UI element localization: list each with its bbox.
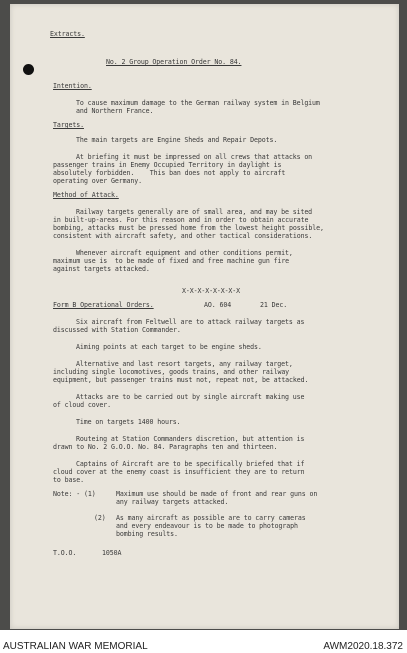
alternative-line-1: Alternative and last resort targets, any railway target,	[76, 360, 293, 368]
document-page	[10, 4, 399, 629]
method-line-2: in built-up-areas. For this reason and in order to obtain accurate	[53, 216, 309, 224]
method-line-3: bombing, attacks must be pressed home from the lowest height possible,	[53, 224, 324, 232]
footer-institution: AUSTRALIAN WAR MEMORIAL	[3, 641, 148, 652]
aircraft-line-2: discussed with Station Commander.	[53, 326, 181, 334]
briefing-line-2: passenger trains in Enemy Occupied Territory in daylight is	[53, 161, 282, 169]
time-line: Time on targets 1400 hours.	[76, 418, 181, 426]
alternative-line-3: equipment, but passenger trains must not, repeat not, be attacked.	[53, 376, 309, 384]
note2-line-2: and every endeavour is to be made to photograph	[116, 522, 298, 530]
intention-line-2: and Northern France.	[76, 107, 154, 115]
attacks-line-2: of cloud cover.	[53, 401, 112, 409]
archive-footer	[0, 630, 407, 653]
footer-accession-number: AWM2020.18.372	[323, 641, 403, 652]
aiming-line: Aiming points at each target to be engine sheds.	[76, 343, 262, 351]
intention-heading: Intention.	[53, 82, 92, 90]
briefing-line-1: At briefing it must be impressed on all crews that attacks on	[76, 153, 313, 161]
form-b-heading: Form B Operational Orders.	[53, 301, 154, 309]
guns-line-1: Whenever aircraft equipment and other conditions permit,	[76, 249, 293, 257]
captains-line-1: Captains of Aircraft are to be specifically briefed that if	[76, 460, 305, 468]
attacks-line-1: Attacks are to be carried out by single aircraft making use	[76, 393, 305, 401]
method-line-1: Railway targets generally are of small area, and may be sited	[76, 208, 313, 216]
note1-line-2: any railway targets attacked.	[116, 498, 229, 506]
note-label: Note: - (1)	[53, 490, 96, 498]
note2-line-1: As many aircraft as possible are to carry cameras	[116, 514, 306, 522]
captains-line-3: to base.	[53, 476, 84, 484]
briefing-line-3: absolutely forbidden. This ban does not apply to aircraft	[53, 169, 286, 177]
targets-line: The main targets are Engine Sheds and Repair Depots.	[76, 136, 278, 144]
captains-line-2: cloud cover at the enemy coast is insufficient they are to return	[53, 468, 305, 476]
targets-heading: Targets.	[53, 121, 84, 129]
briefing-line-4: operating over Germany.	[53, 177, 143, 185]
note2-line-3: bombing results.	[116, 530, 178, 538]
form-b-ref: AO. 604	[204, 301, 232, 309]
too-value: 1050A	[102, 549, 122, 557]
header-extracts: Extracts.	[50, 30, 85, 38]
guns-line-3: against targets attacked.	[53, 265, 150, 273]
order-title: No. 2 Group Operation Order No. 84.	[106, 58, 242, 66]
method-heading: Method of Attack.	[53, 191, 119, 199]
too-label: T.O.O.	[53, 549, 77, 557]
note1-line-1: Maximum use should be made of front and rear guns on	[116, 490, 318, 498]
method-line-4: consistent with aircraft safety, and other tactical considerations.	[53, 232, 313, 240]
section-separator: X-X-X-X-X-X-X-X	[182, 287, 241, 295]
routeing-line-2: drawn to No. 2 G.O.O. No. 84. Paragraphs ten and thirteen.	[53, 443, 278, 451]
guns-line-2: maximum use is to be made of fixed and free machine gun fire	[53, 257, 290, 265]
aircraft-line-1: Six aircraft from Feltwell are to attack railway targets as	[76, 318, 305, 326]
form-b-date: 21 Dec.	[260, 301, 288, 309]
intention-line-1: To cause maximum damage to the German railway system in Belgium	[76, 99, 320, 107]
routeing-line-1: Routeing at Station Commanders discretion, but attention is	[76, 435, 305, 443]
punch-hole	[23, 64, 34, 75]
alternative-line-2: including single locomotives, goods trains, and other railway	[53, 368, 290, 376]
note2-label: (2)	[94, 514, 106, 522]
